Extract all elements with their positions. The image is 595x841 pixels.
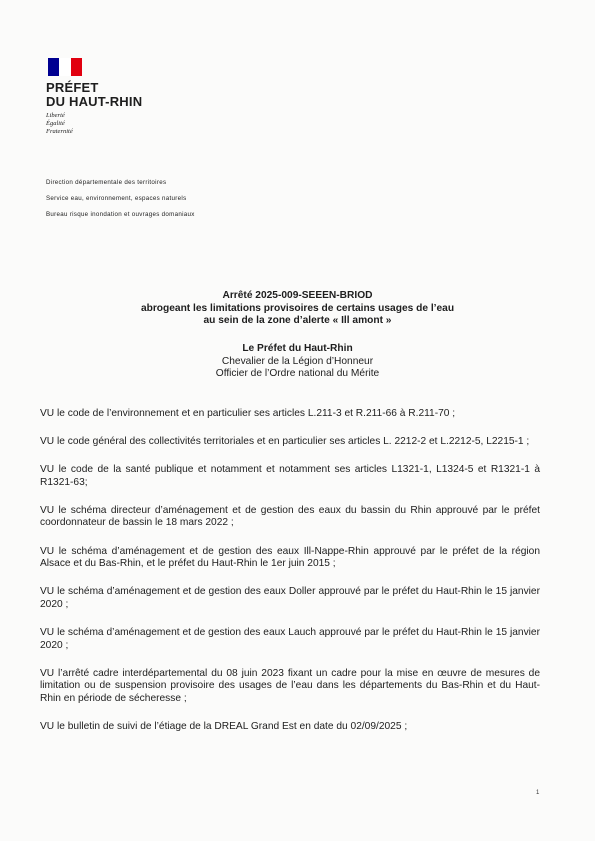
visa-paragraph: VU le schéma d’aménagement et de gestion des eaux Doller approuvé par le préfet du Haut-Rhin le 15 janvier 2020 ; <box>40 586 540 610</box>
visa-paragraph: VU le bulletin de suivi de l’étiage de la DREAL Grand Est en date du 02/09/2025 ; <box>40 720 408 732</box>
prefet-honour-1: Chevalier de la Légion d’Honneur <box>221 355 374 367</box>
visa-paragraph: VU le schéma directeur d’aménagement et de gestion des eaux du bassin du Rhin approuvé par le préfet coordonnateur de bassin le 18 mars 2022 ; <box>40 504 540 529</box>
service-directorate: Direction départementale des territoires <box>46 179 167 186</box>
service-water: Service eau, environnement, espaces naturels <box>46 195 187 202</box>
decree-title <box>0 290 595 328</box>
prefet-block <box>0 343 595 381</box>
prefet-honour-2: Officier de l’Ordre national du Mérite <box>215 368 380 379</box>
visa-paragraph: VU le schéma d’aménagement et de gestion des eaux Lauch approuvé par le préfet du Haut-Rhin le 15 janvier 2020 ; <box>40 626 540 651</box>
prefecture-name-line1: PRÉFET <box>46 80 99 95</box>
marianne-flag-icon <box>48 58 82 76</box>
prefet-heading: Le Préfet du Haut-Rhin <box>242 343 353 354</box>
motto-fraternite: Fraternité <box>46 128 73 135</box>
republic-motto <box>46 112 166 136</box>
decree-subject-line1: abrogeant les limitations provisoires de certains usages de l’eau <box>140 302 455 314</box>
motto-liberte: Liberté <box>46 112 65 119</box>
visa-paragraph: VU le schéma d’aménagement et de gestion des eaux Ill-Nappe-Rhin approuvé par le préfet de la région Alsace et du Bas-Rhin, et le préfet du Haut-Rhin le 1er juin 2015 ; <box>40 545 540 570</box>
visa-paragraph: VU le code général des collectivités territoriales et en particulier ses articles L. 2212-2 et L.2212-5, L2215-1 ; <box>40 436 530 448</box>
prefecture-logo <box>46 58 166 136</box>
visa-paragraph: VU le code de l’environnement et en particulier ses articles L.211-3 et R.211-66 à R.211-70 ; <box>40 408 456 419</box>
prefecture-name <box>46 81 166 109</box>
decree-number: Arrêté 2025-009-SEEEN-BRIOD <box>222 290 373 301</box>
motto-egalite: Égalité <box>46 120 65 127</box>
page-number: 1 <box>536 790 540 796</box>
visas-list <box>40 408 540 749</box>
service-bureau: Bureau risque inondation et ouvrages domaniaux <box>46 211 195 218</box>
prefecture-name-line2: DU HAUT-RHIN <box>46 94 143 109</box>
issuing-services <box>46 178 286 226</box>
visa-paragraph: VU le code de la santé publique et notamment et notamment ses articles L1321-1, L1324-5 et R1321-1 à R1321-63; <box>40 464 540 488</box>
decree-subject-line2: au sein de la zone d’alerte « Ill amont » <box>203 315 392 326</box>
visa-paragraph: VU l’arrêté cadre interdépartemental du 08 juin 2023 fixant un cadre pour la mise en œuvre de mesures de limitation ou de suspension provisoire des usages de l’eau dans les départements du Bas-Rhin et du Haut-Rhin en période de sécheresse ; <box>40 667 540 704</box>
